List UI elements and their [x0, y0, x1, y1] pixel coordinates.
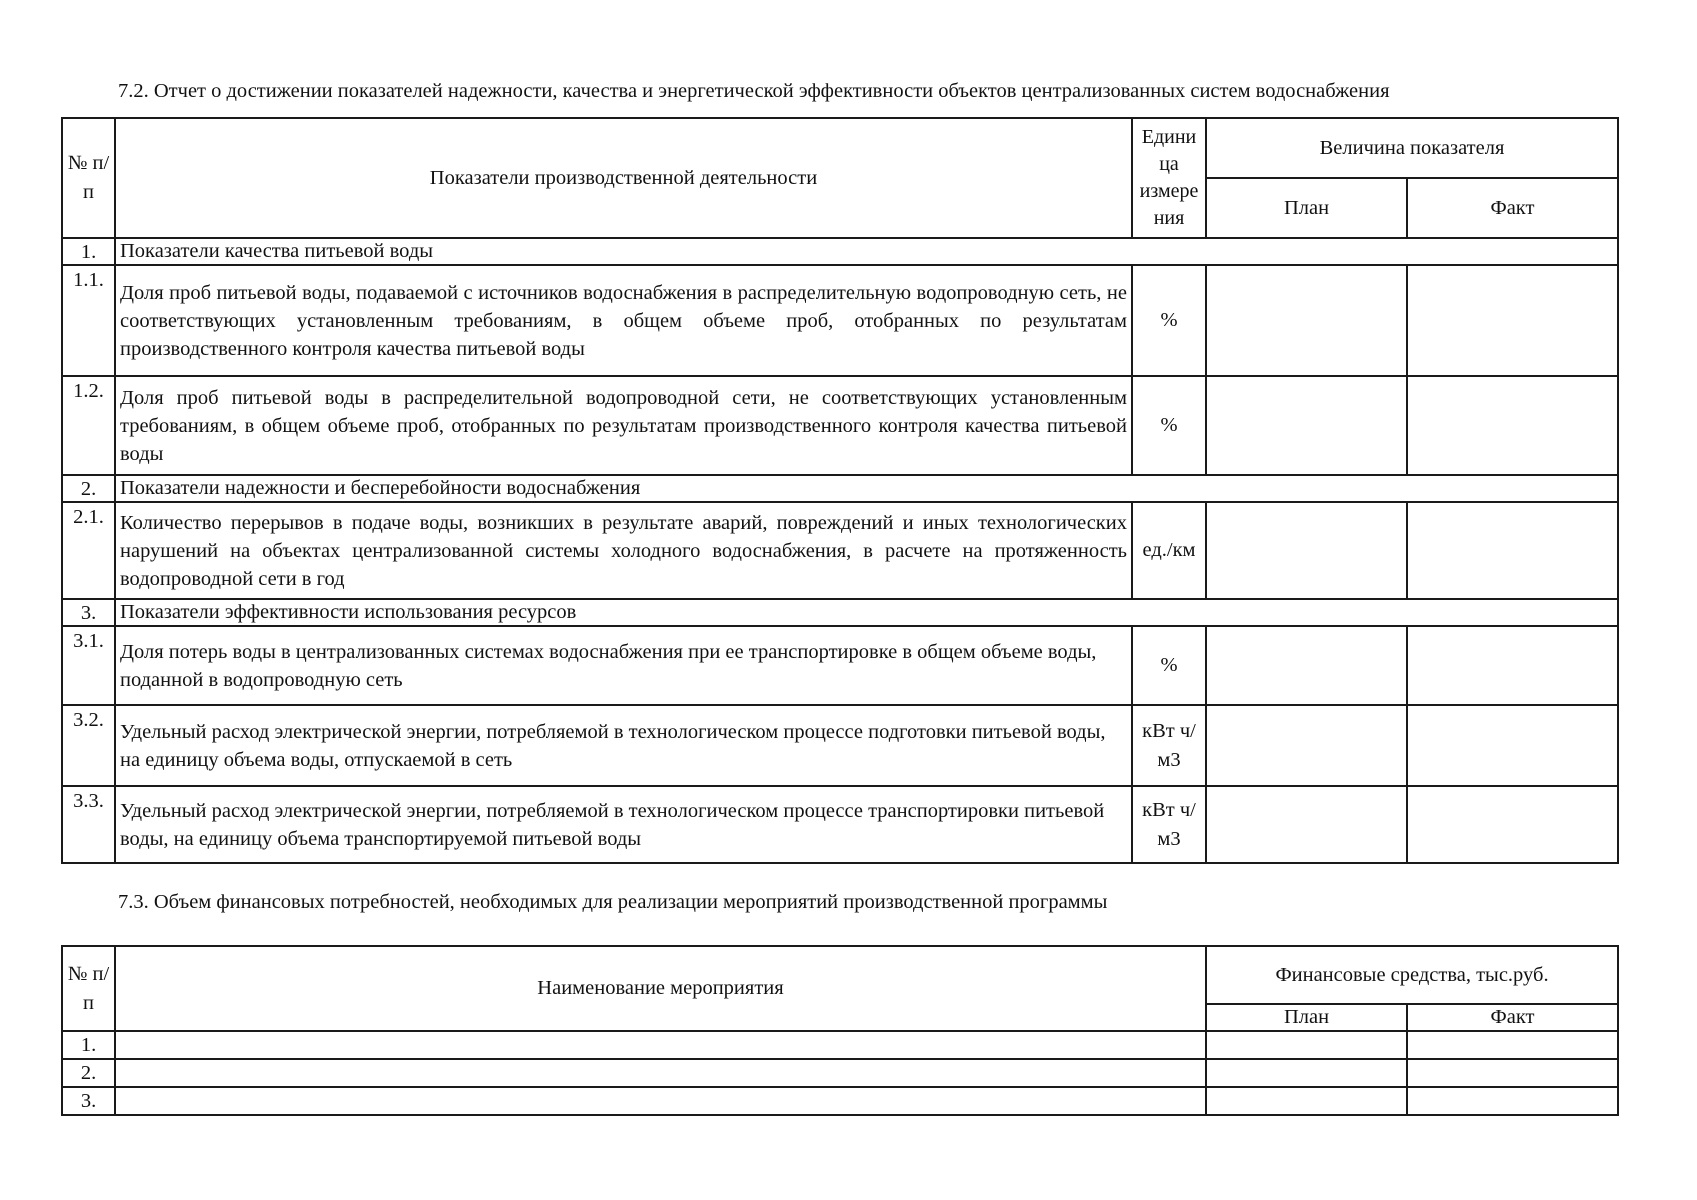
plan-cell	[1206, 1087, 1407, 1115]
fact-cell	[1407, 1059, 1618, 1087]
fact-cell	[1407, 376, 1618, 475]
row-num: 3.	[62, 1087, 115, 1115]
fact-cell	[1407, 502, 1618, 599]
event-name-cell	[115, 1087, 1206, 1115]
header-plan: План	[1206, 178, 1407, 238]
plan-cell	[1206, 786, 1407, 863]
header-indicator: Показатели производственной деятельности	[115, 118, 1132, 238]
indicator-text: Удельный расход электрической энергии, потребляемой в технологическом процессе подготовки питьевой воды, на единицу объема воды, отпускаемой в сеть	[115, 705, 1132, 786]
unit-cell: %	[1132, 626, 1206, 705]
row-num: 2.1.	[62, 502, 115, 599]
plan-cell	[1206, 1059, 1407, 1087]
header-plan: План	[1206, 1004, 1407, 1031]
finance-table	[61, 945, 1619, 1116]
row-num: 3.1.	[62, 626, 115, 705]
header-unit: Едини ца измере ния	[1132, 118, 1206, 238]
plan-cell	[1206, 1031, 1407, 1059]
row-num: 3.3.	[62, 786, 115, 863]
section-heading: Показатели эффективности использования ресурсов	[115, 599, 1618, 626]
fact-cell	[1407, 1087, 1618, 1115]
unit-cell: ед./км	[1132, 502, 1206, 599]
header-fact: Факт	[1407, 1004, 1618, 1031]
header-event-name: Наименование мероприятия	[115, 946, 1206, 1031]
row-num: 1.1.	[62, 265, 115, 376]
indicator-text: Количество перерывов в подаче воды, возникших в результате аварий, повреждений и иных технологических нарушений на объектах централизованной системы холодного водоснабжения, в расчете на протяженность водопроводной сети в год	[115, 502, 1132, 599]
row-num: 2.	[62, 475, 115, 502]
indicator-text: Удельный расход электрической энергии, потребляемой в технологическом процессе транспортировки питьевой воды, на единицу объема транспортируемой питьевой воды	[115, 786, 1132, 863]
row-num: 1.	[62, 1031, 115, 1059]
section-heading: Показатели надежности и бесперебойности водоснабжения	[115, 475, 1618, 502]
header-value: Величина показателя	[1206, 118, 1618, 178]
fact-cell	[1407, 705, 1618, 786]
event-name-cell	[115, 1031, 1206, 1059]
section-7-2-title: 7.2. Отчет о достижении показателей надежности, качества и энергетической эффективности объектов централизованных систем водоснабжения	[118, 80, 1390, 102]
row-num: 3.2.	[62, 705, 115, 786]
header-finance: Финансовые средства, тыс.руб.	[1206, 946, 1618, 1004]
plan-cell	[1206, 626, 1407, 705]
indicator-text: Доля потерь воды в централизованных системах водоснабжения при ее транспортировке в общем объеме воды, поданной в водопроводную сеть	[115, 626, 1132, 705]
header-num: № п/п	[62, 946, 115, 1031]
plan-cell	[1206, 376, 1407, 475]
header-fact: Факт	[1407, 178, 1618, 238]
unit-cell: %	[1132, 376, 1206, 475]
plan-cell	[1206, 502, 1407, 599]
unit-cell: кВт ч/м3	[1132, 705, 1206, 786]
section-heading: Показатели качества питьевой воды	[115, 238, 1618, 265]
unit-cell: %	[1132, 265, 1206, 376]
indicator-text: Доля проб питьевой воды в распределительной водопроводной сети, не соответствующих установленным требованиям, в общем объеме проб, отобранных по результатам производственного контроля качества питьевой воды	[115, 376, 1132, 475]
plan-cell	[1206, 705, 1407, 786]
row-num: 1.	[62, 238, 115, 265]
indicator-text: Доля проб питьевой воды, подаваемой с источников водоснабжения в распределительную водопроводную сеть, не соответствующих установленным требованиям, в общем объеме проб, отобранных по результатам производственного контроля качества питьевой воды	[115, 265, 1132, 376]
event-name-cell	[115, 1059, 1206, 1087]
row-num: 3.	[62, 599, 115, 626]
indicators-table	[61, 117, 1619, 864]
header-num: № п/п	[62, 118, 115, 238]
row-num: 1.2.	[62, 376, 115, 475]
fact-cell	[1407, 265, 1618, 376]
section-7-3-title: 7.3. Объем финансовых потребностей, необходимых для реализации мероприятий производственной программы	[118, 891, 1108, 913]
fact-cell	[1407, 626, 1618, 705]
fact-cell	[1407, 786, 1618, 863]
unit-cell: кВт ч/м3	[1132, 786, 1206, 863]
fact-cell	[1407, 1031, 1618, 1059]
row-num: 2.	[62, 1059, 115, 1087]
plan-cell	[1206, 265, 1407, 376]
